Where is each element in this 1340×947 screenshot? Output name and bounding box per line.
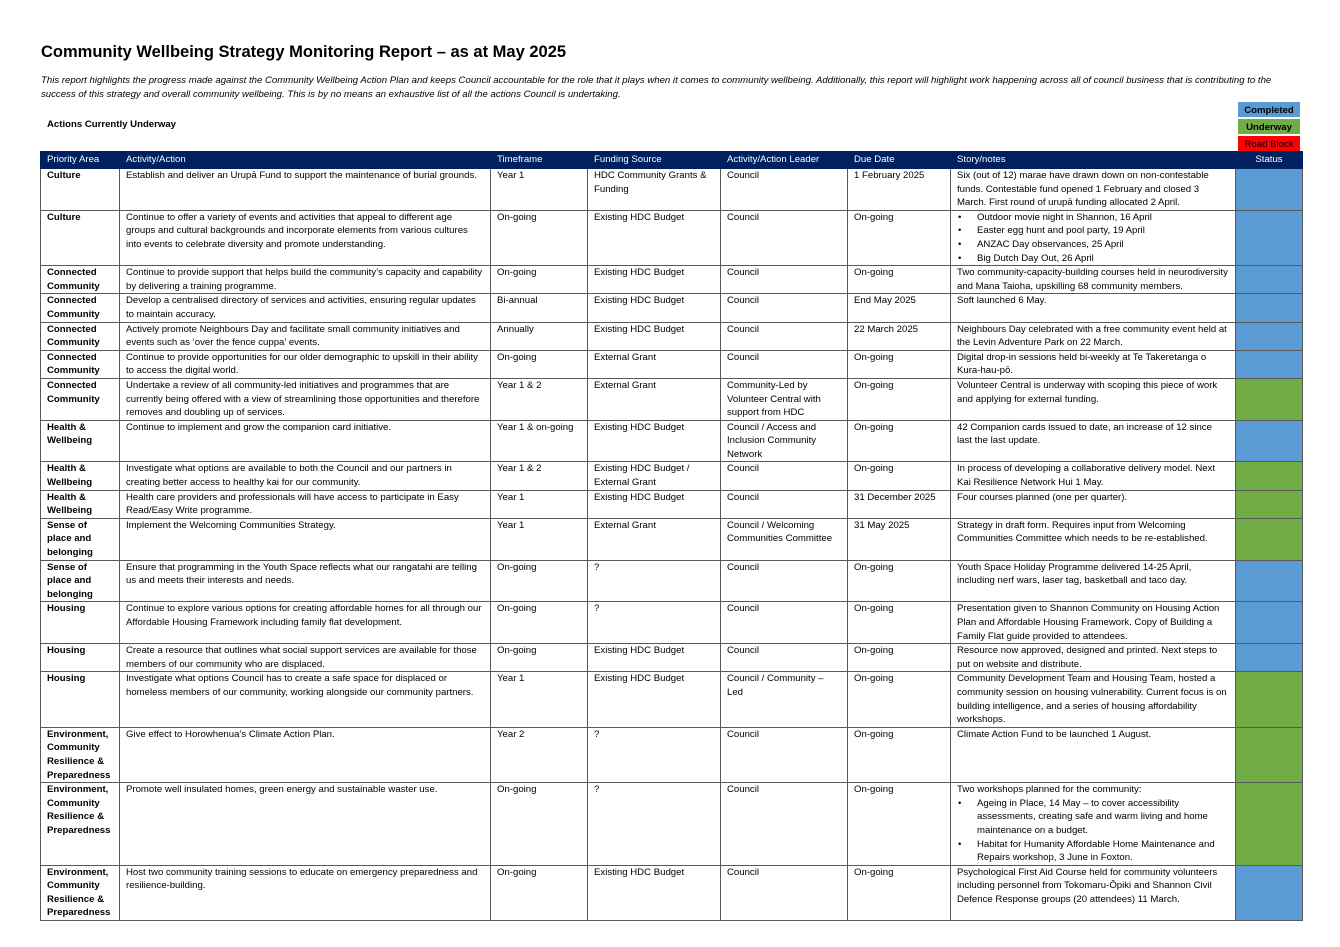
status-cell-completed [1236, 865, 1303, 920]
notes-list-item: • Big Dutch Day Out, 26 April [977, 252, 1229, 266]
status-cell-underway [1236, 490, 1303, 518]
legend-underway: Underway [1237, 118, 1301, 135]
activity-cell: Undertake a review of all community-led initiatives and programmes that are currently being offered with a view of streamlining those opportunities and therefore removes and doubling up of services. [120, 378, 491, 420]
notes-text: Neighbours Day celebrated with a free community event held at the Levin Adventure Park on 22 March. [957, 323, 1227, 349]
notes-text: Presentation given to Shannon Community on Housing Action Plan and Affordable Housing Framework. Copy of Building a Family Flat guide provided to attendees. [957, 603, 1220, 642]
due-date-cell: On-going [848, 560, 951, 602]
funding-source-cell: External Grant [588, 518, 721, 560]
activity-cell: Continue to provide support that helps build the community’s capacity and capability by delivering a training programme. [120, 266, 491, 294]
activity-cell: Investigate what options Council has to create a safe space for displaced or homeless members of our community, working alongside our community partners. [120, 672, 491, 727]
table-row [41, 462, 1303, 490]
timeframe-cell: On-going [491, 644, 588, 672]
leader-cell: Council [721, 266, 848, 294]
notes-cell [951, 462, 1236, 490]
due-date-cell: On-going [848, 266, 951, 294]
funding-source-cell: ? [588, 727, 721, 782]
due-date-cell: On-going [848, 350, 951, 378]
notes-text: Strategy in draft form. Requires input from Welcoming Communities Committee which needs to be re-established. [957, 519, 1208, 545]
due-date-cell: On-going [848, 462, 951, 490]
notes-text: Climate Action Fund to be launched 1 August. [957, 728, 1152, 740]
activity-cell: Continue to offer a variety of events and activities that appeal to different age groups and cultural backgrounds and incorporate elements from various cultures into events to celebrate diversity and promote understanding. [120, 210, 491, 265]
funding-source-cell: ? [588, 783, 721, 866]
table-row [41, 602, 1303, 644]
timeframe-cell: On-going [491, 266, 588, 294]
due-date-cell: 1 February 2025 [848, 169, 951, 211]
actions-table [40, 151, 1303, 921]
activity-cell: Continue to implement and grow the companion card initiative. [120, 420, 491, 462]
col-header-notes: Story/notes [951, 152, 1236, 169]
table-row [41, 865, 1303, 920]
notes-cell [951, 490, 1236, 518]
col-header-timeframe: Timeframe [491, 152, 588, 169]
notes-cell [951, 420, 1236, 462]
notes-list [957, 797, 1229, 865]
funding-source-cell: Existing HDC Budget [588, 672, 721, 727]
priority-area-cell: Connected Community [41, 266, 120, 294]
notes-cell [951, 266, 1236, 294]
col-header-due-date: Due Date [848, 152, 951, 169]
table-row [41, 210, 1303, 265]
leader-cell: Council [721, 602, 848, 644]
table-row [41, 560, 1303, 602]
table-header-row [41, 152, 1303, 169]
notes-cell [951, 783, 1236, 866]
table-row [41, 420, 1303, 462]
timeframe-cell: Year 1 [491, 169, 588, 211]
timeframe-cell: On-going [491, 602, 588, 644]
timeframe-cell: Year 2 [491, 727, 588, 782]
col-header-activity: Activity/Action [120, 152, 491, 169]
notes-cell [951, 294, 1236, 322]
activity-cell: Create a resource that outlines what social support services are available for those members of our community who are displaced. [120, 644, 491, 672]
activity-cell: Promote well insulated homes, green energy and sustainable waster use. [120, 783, 491, 866]
priority-area-cell: Connected Community [41, 294, 120, 322]
notes-cell [951, 602, 1236, 644]
notes-list-item: • Easter egg hunt and pool party, 19 April [977, 224, 1229, 238]
due-date-cell: On-going [848, 727, 951, 782]
table-body [41, 169, 1303, 921]
leader-cell: Council [721, 783, 848, 866]
status-cell-completed [1236, 602, 1303, 644]
funding-source-cell: Existing HDC Budget [588, 266, 721, 294]
status-cell-underway [1236, 518, 1303, 560]
status-cell-completed [1236, 294, 1303, 322]
due-date-cell: On-going [848, 865, 951, 920]
priority-area-cell: Health & Wellbeing [41, 420, 120, 462]
notes-list-item: • Habitat for Humanity Affordable Home Maintenance and Repairs workshop, 3 June in Foxton. [977, 838, 1229, 865]
status-cell-completed [1236, 169, 1303, 211]
leader-cell: Council [721, 210, 848, 265]
table-row [41, 266, 1303, 294]
activity-cell: Establish and deliver an Urupā Fund to support the maintenance of burial grounds. [120, 169, 491, 211]
timeframe-cell: Year 1 & 2 [491, 378, 588, 420]
notes-text: Resource now approved, designed and printed. Next steps to put on website and distribute. [957, 645, 1218, 670]
leader-cell: Council [721, 490, 848, 518]
funding-source-cell: Existing HDC Budget [588, 294, 721, 322]
due-date-cell: On-going [848, 210, 951, 265]
notes-list-item: • Outdoor movie night in Shannon, 16 April [977, 211, 1229, 225]
table-row [41, 644, 1303, 672]
col-header-leader: Activity/Action Leader [721, 152, 848, 169]
timeframe-cell: Year 1 & 2 [491, 462, 588, 490]
notes-cell [951, 644, 1236, 672]
table-row [41, 378, 1303, 420]
priority-area-cell: Connected Community [41, 378, 120, 420]
notes-list-item: • Ageing in Place, 14 May – to cover accessibility assessments, creating safe and warm living and home maintenance on a budget. [977, 797, 1229, 838]
timeframe-cell: On-going [491, 350, 588, 378]
due-date-cell: End May 2025 [848, 294, 951, 322]
funding-source-cell: Existing HDC Budget [588, 322, 721, 350]
notes-list [957, 211, 1229, 265]
notes-text: Youth Space Holiday Programme delivered 14-25 April, including nerf wars, laser tag, basketball and taco day. [957, 561, 1192, 587]
funding-source-cell: External Grant [588, 350, 721, 378]
activity-cell: Give effect to Horowhenua’s Climate Action Plan. [120, 727, 491, 782]
leader-cell: Council [721, 322, 848, 350]
due-date-cell: On-going [848, 783, 951, 866]
leader-cell: Council [721, 294, 848, 322]
priority-area-cell: Environment, Community Resilience & Preparedness [41, 727, 120, 782]
timeframe-cell: On-going [491, 210, 588, 265]
due-date-cell: 31 December 2025 [848, 490, 951, 518]
notes-text: Volunteer Central is underway with scoping this piece of work and applying for external funding. [957, 379, 1218, 405]
funding-source-cell: Existing HDC Budget [588, 490, 721, 518]
notes-text: Psychological First Aid Course held for community volunteers including personnel from Tokomaru-Ōpiki and Shannon Civil Defence Response groups (20 attendees) 11 March. [957, 866, 1218, 905]
notes-cell [951, 322, 1236, 350]
status-cell-underway [1236, 783, 1303, 866]
priority-area-cell: Sense of place and belonging [41, 560, 120, 602]
timeframe-cell: Annually [491, 322, 588, 350]
timeframe-cell: Bi-annual [491, 294, 588, 322]
priority-area-cell: Housing [41, 644, 120, 672]
funding-source-cell: Existing HDC Budget / External Grant [588, 462, 721, 490]
priority-area-cell: Housing [41, 672, 120, 727]
priority-area-cell: Environment, Community Resilience & Preparedness [41, 865, 120, 920]
status-cell-completed [1236, 560, 1303, 602]
notes-text: In process of developing a collaborative delivery model. Next Kai Resilience Network Hui 1 May. [957, 463, 1216, 489]
priority-area-cell: Connected Community [41, 350, 120, 378]
table-row [41, 783, 1303, 866]
notes-list-item: • ANZAC Day observances, 25 April [977, 238, 1229, 252]
leader-cell: Council [721, 350, 848, 378]
legend-completed: Completed [1237, 101, 1301, 118]
notes-text: Two workshops planned for the community: [957, 784, 1142, 796]
legend-road-block: Road Block [1237, 135, 1301, 152]
notes-cell [951, 727, 1236, 782]
activity-cell: Health care providers and professionals will have access to participate in Easy Read/Easy Write programme. [120, 490, 491, 518]
notes-text: Digital drop-in sessions held bi-weekly at Te Takeretanga o Kura-hau-pō. [957, 351, 1207, 377]
leader-cell: Council / Community – Led [721, 672, 848, 727]
status-cell-underway [1236, 462, 1303, 490]
activity-cell: Ensure that programming in the Youth Space reflects what our rangatahi are telling us and meets their interests and needs. [120, 560, 491, 602]
table-row [41, 490, 1303, 518]
priority-area-cell: Environment, Community Resilience & Preparedness [41, 783, 120, 866]
activity-cell: Continue to explore various options for creating affordable homes for all through our Affordable Housing Framework including family flat development. [120, 602, 491, 644]
notes-cell [951, 169, 1236, 211]
due-date-cell: On-going [848, 602, 951, 644]
col-header-status: Status [1236, 152, 1303, 169]
timeframe-cell: Year 1 [491, 490, 588, 518]
leader-cell: Council [721, 462, 848, 490]
priority-area-cell: Sense of place and belonging [41, 518, 120, 560]
timeframe-cell: On-going [491, 783, 588, 866]
status-cell-completed [1236, 350, 1303, 378]
status-cell-completed [1236, 210, 1303, 265]
due-date-cell: On-going [848, 420, 951, 462]
status-cell-underway [1236, 672, 1303, 727]
notes-cell [951, 865, 1236, 920]
activity-cell: Continue to provide opportunities for our older demographic to upskill in their ability to access the digital world. [120, 350, 491, 378]
activity-cell: Actively promote Neighbours Day and facilitate small community initiatives and events such as ‘over the fence cuppa’ events. [120, 322, 491, 350]
priority-area-cell: Health & Wellbeing [41, 490, 120, 518]
notes-text: 42 Companion cards issued to date, an increase of 12 since last the last update. [957, 421, 1212, 447]
table-row [41, 518, 1303, 560]
due-date-cell: 31 May 2025 [848, 518, 951, 560]
funding-source-cell: ? [588, 560, 721, 602]
table-row [41, 169, 1303, 211]
table-row [41, 322, 1303, 350]
funding-source-cell: Existing HDC Budget [588, 644, 721, 672]
table-row [41, 350, 1303, 378]
funding-source-cell: HDC Community Grants & Funding [588, 169, 721, 211]
table-row [41, 294, 1303, 322]
notes-cell [951, 350, 1236, 378]
leader-cell: Community-Led by Volunteer Central with support from HDC [721, 378, 848, 420]
col-header-priority-area: Priority Area [41, 152, 120, 169]
table-row [41, 672, 1303, 727]
leader-cell: Council [721, 169, 848, 211]
activity-cell: Host two community training sessions to educate on emergency preparedness and resilience-building. [120, 865, 491, 920]
funding-source-cell: Existing HDC Budget [588, 865, 721, 920]
timeframe-cell: On-going [491, 560, 588, 602]
priority-area-cell: Health & Wellbeing [41, 462, 120, 490]
activity-cell: Implement the Welcoming Communities Strategy. [120, 518, 491, 560]
leader-cell: Council / Access and Inclusion Community Network [721, 420, 848, 462]
status-cell-completed [1236, 266, 1303, 294]
report-intro: This report highlights the progress made against the Community Wellbeing Action Plan and keeps Council accountable for the role that it plays when it comes to community wellbeing. Additionally, this report will highlight work happening across all of council business that is contributing to the success of this strategy and overall community wellbeing. This is by no means an exhaustive list of all the actions Council is undertaking. [41, 75, 1272, 100]
notes-text: Soft launched 6 May. [957, 295, 1047, 307]
leader-cell: Council / Welcoming Communities Committee [721, 518, 848, 560]
funding-source-cell: Existing HDC Budget [588, 420, 721, 462]
leader-cell: Council [721, 865, 848, 920]
status-cell-underway [1236, 727, 1303, 782]
status-cell-underway [1236, 378, 1303, 420]
table-row [41, 727, 1303, 782]
due-date-cell: On-going [848, 672, 951, 727]
priority-area-cell: Connected Community [41, 322, 120, 350]
status-legend [1237, 101, 1301, 152]
timeframe-cell: Year 1 [491, 518, 588, 560]
notes-cell [951, 560, 1236, 602]
col-header-funding-source: Funding Source [588, 152, 721, 169]
status-cell-completed [1236, 644, 1303, 672]
timeframe-cell: Year 1 & on-going [491, 420, 588, 462]
priority-area-cell: Culture [41, 169, 120, 211]
leader-cell: Council [721, 727, 848, 782]
due-date-cell: On-going [848, 378, 951, 420]
funding-source-cell: ? [588, 602, 721, 644]
priority-area-cell: Culture [41, 210, 120, 265]
report-title: Community Wellbeing Strategy Monitoring Report – as at May 2025 [41, 43, 567, 61]
notes-text: Six (out of 12) marae have drawn down on non-contestable funds. Contestable fund opened 1 February and closed 3 March. First round of urupā funding allocated 2 April. [957, 170, 1209, 209]
activity-cell: Investigate what options are available to both the Council and our partners in creating better access to healthy kai for our community. [120, 462, 491, 490]
priority-area-cell: Housing [41, 602, 120, 644]
notes-text: Community Development Team and Housing Team, hosted a community session on housing vulnerability. Current focus is on building intelligence, and a series of housing affordability workshops. [957, 673, 1227, 726]
section-subheading: Actions Currently Underway [47, 119, 177, 130]
due-date-cell: 22 March 2025 [848, 322, 951, 350]
funding-source-cell: External Grant [588, 378, 721, 420]
leader-cell: Council [721, 560, 848, 602]
due-date-cell: On-going [848, 644, 951, 672]
notes-text: Two community-capacity-building courses held in neurodiversity and Mana Taioha, upskilling 68 community members. [957, 267, 1228, 292]
status-cell-completed [1236, 322, 1303, 350]
activity-cell: Develop a centralised directory of services and activities, ensuring regular updates to maintain accuracy. [120, 294, 491, 322]
notes-cell [951, 672, 1236, 727]
timeframe-cell: On-going [491, 865, 588, 920]
leader-cell: Council [721, 644, 848, 672]
notes-cell [951, 210, 1236, 265]
notes-cell [951, 378, 1236, 420]
timeframe-cell: Year 1 [491, 672, 588, 727]
status-cell-completed [1236, 420, 1303, 462]
funding-source-cell: Existing HDC Budget [588, 210, 721, 265]
notes-text: Four courses planned (one per quarter). [957, 491, 1128, 503]
notes-cell [951, 518, 1236, 560]
